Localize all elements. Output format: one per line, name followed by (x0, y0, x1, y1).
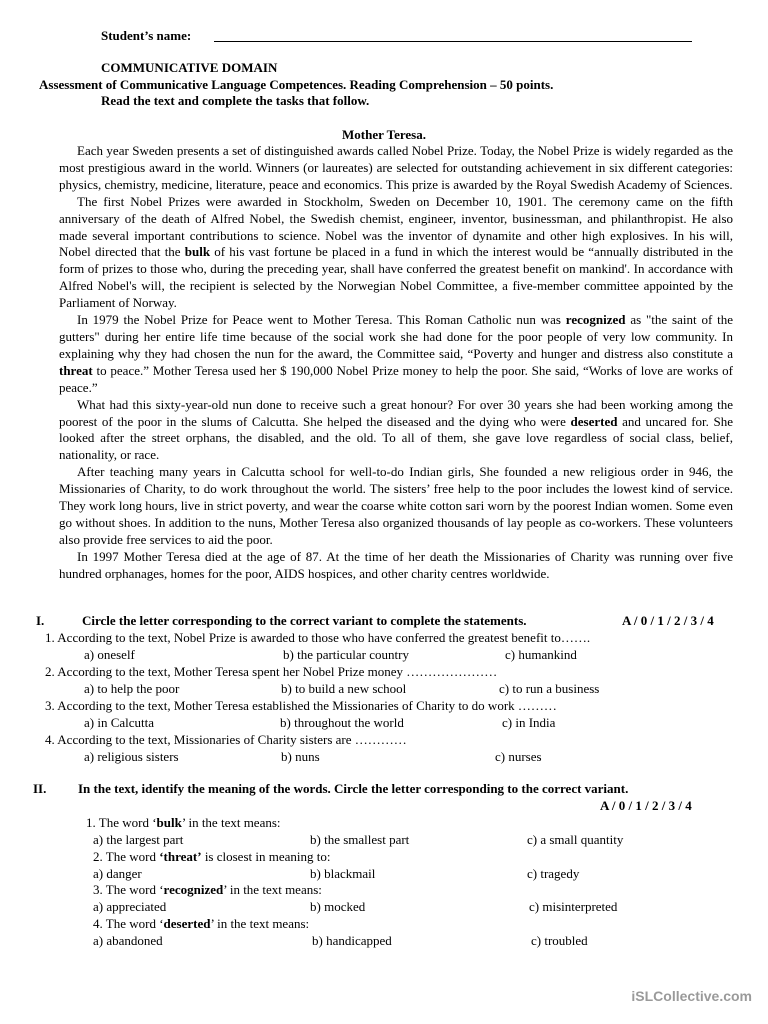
task2-option-b[interactable]: b) mocked (310, 899, 366, 914)
instruction-heading: Read the text and complete the tasks that follow. (101, 93, 370, 108)
task1-instruction: Circle the letter corresponding to the correct variant to complete the statements. (82, 613, 527, 628)
student-name-label: Student’s name: (101, 28, 192, 43)
task2-option-c[interactable]: c) troubled (531, 933, 588, 948)
task1-option-c[interactable]: c) to run a business (499, 681, 600, 696)
task2-option-b[interactable]: b) handicapped (312, 933, 392, 948)
task1-option-b[interactable]: b) the particular country (283, 647, 409, 662)
domain-heading: COMMUNICATIVE DOMAIN (101, 60, 278, 75)
article-title: Mother Teresa. (341, 127, 426, 142)
task2-option-a[interactable]: a) appreciated (93, 899, 167, 914)
site-watermark: iSLCollective.com (631, 988, 752, 1004)
task2-option-b[interactable]: b) the smallest part (310, 832, 410, 847)
task1-option-b[interactable]: b) throughout the world (280, 715, 404, 730)
task1-option-c[interactable]: c) humankind (505, 647, 577, 662)
task2-score: A / 0 / 1 / 2 / 3 / 4 (600, 798, 692, 813)
task1-option-a[interactable]: a) religious sisters (84, 749, 179, 764)
task2-option-a[interactable]: a) abandoned (93, 933, 163, 948)
student-name-line[interactable] (214, 40, 692, 42)
paragraph-4: What had this sixty-year-old nun done to receive such a great honour? For over 30 years she had been working among the poorest of the poor in the slums of Calcutta. She helped the diseased and the dying who were deserted and uncared for. She looked after the street orphans, the disabled, and the old. To all of them, she gave love regardless of social class, belief, nationality, or race. (59, 396, 733, 463)
task2-option-a[interactable]: a) the largest part (93, 832, 184, 847)
task1-score: A / 0 / 1 / 2 / 3 / 4 (622, 613, 714, 628)
task1-option-a[interactable]: a) in Calcutta (84, 715, 155, 730)
paragraph-3: In 1979 the Nobel Prize for Peace went to Mother Teresa. This Roman Catholic nun was recognized as "the saint of the gutters" during her entire life time because of the social work she had done for the poor people of very low community. In explaining why they had chosen the nun for the award, the Committee said, “Poverty and hunger and distress also constitute a threat to peace.” Mother Teresa used her $ 190,000 Nobel Prize money to help the poor. She said, “Works of love are works of peace.” (59, 312, 733, 395)
task2-number: II. (33, 781, 47, 796)
task2-option-c[interactable]: c) a small quantity (527, 832, 624, 847)
assessment-heading: Assessment of Communicative Language Competences. Reading Comprehension – 50 points. (39, 77, 554, 92)
task2-question: 4. The word ‘deserted’ in the text means: (93, 916, 310, 931)
task2-question: 1. The word ‘bulk’ in the text means: (86, 815, 281, 830)
paragraph-1: Each year Sweden presents a set of distinguished awards called Nobel Prize. Today, the Nobel Prize is widely regarded as the most prestigious award in the world. Winners (or laureates) are selected for outstanding achievement in six different categories: physics, chemistry, medicine, literature, peace and economics. This prize is awarded by the Royal Swedish Academy of Sciences. (59, 143, 733, 192)
task1-question: 3. According to the text, Mother Teresa established the Missionaries of Charity to do work ……… (45, 698, 557, 713)
task2-option-a[interactable]: a) danger (93, 866, 142, 881)
task2-question: 2. The word ‘threat’ is closest in meaning to: (93, 849, 331, 864)
paragraph-6: In 1997 Mother Teresa died at the age of 87. At the time of her death the Missionaries of Charity was running over five hundred orphanages, homes for the poor, AIDS hospices, and other charity centres worldwide. (59, 548, 733, 581)
task1-option-a[interactable]: a) to help the poor (84, 681, 180, 696)
article-body (59, 143, 733, 583)
paragraph-2: The first Nobel Prizes were awarded in Stockholm, Sweden on December 10, 1901. The ceremony came on the fifth anniversary of the death of Alfred Nobel, the Swedish chemist, engineer, inventor, businessman, and philanthropist. He also made several important contributions to science. Nobel was the inventor of dynamite and other high explosives. In his will, Nobel directed that the bulk of his vast fortune be placed in a fund in which the interest would be “annually distributed in the form of prizes to those who, during the preceding year, shall have conferred the greatest benefit on mankind'. In accordance with Alfred Nobel's will, the recipient is selected by the Norwegian Nobel Committee, a five-member committee appointed by the Parliament of Norway. (59, 193, 733, 311)
task1-option-a[interactable]: a) oneself (84, 647, 135, 662)
task1-question: 4. According to the text, Missionaries of Charity sisters are ………… (45, 732, 407, 747)
task2-option-c[interactable]: c) tragedy (527, 866, 580, 881)
task1-question: 2. According to the text, Mother Teresa spent her Nobel Prize money ………………… (45, 664, 498, 679)
task1-option-c[interactable]: c) in India (502, 715, 556, 730)
task2-question: 3. The word ‘recognized’ in the text means: (93, 882, 322, 897)
task1-option-b[interactable]: b) to build a new school (281, 681, 407, 696)
task1-option-b[interactable]: b) nuns (281, 749, 320, 764)
task1-number: I. (36, 613, 45, 628)
paragraph-5: After teaching many years in Calcutta school for well-to-do Indian girls, She founded a new religious order in 946, the Missionaries of Charity, to do work throughout the world. The sisters’ free help to the poor includes the lowest kind of service. They work long hours, live in strict poverty, and wear the coarse white cotton sari worn by the poorest Indian women. Some even go without shoes. In addition to the nuns, Mother Teresa also organized thousands of lay people as co-workers. These volunteers also provide free services to aid the poor. (59, 464, 733, 547)
task2-instruction: In the text, identify the meaning of the words. Circle the letter corresponding to the correct variant. (78, 781, 629, 796)
task2-option-c[interactable]: c) misinterpreted (529, 899, 618, 914)
task1-option-c[interactable]: c) nurses (495, 749, 542, 764)
task1-question: 1. According to the text, Nobel Prize is awarded to those who have conferred the greatest benefit to……. (45, 630, 591, 645)
task2-option-b[interactable]: b) blackmail (310, 866, 376, 881)
